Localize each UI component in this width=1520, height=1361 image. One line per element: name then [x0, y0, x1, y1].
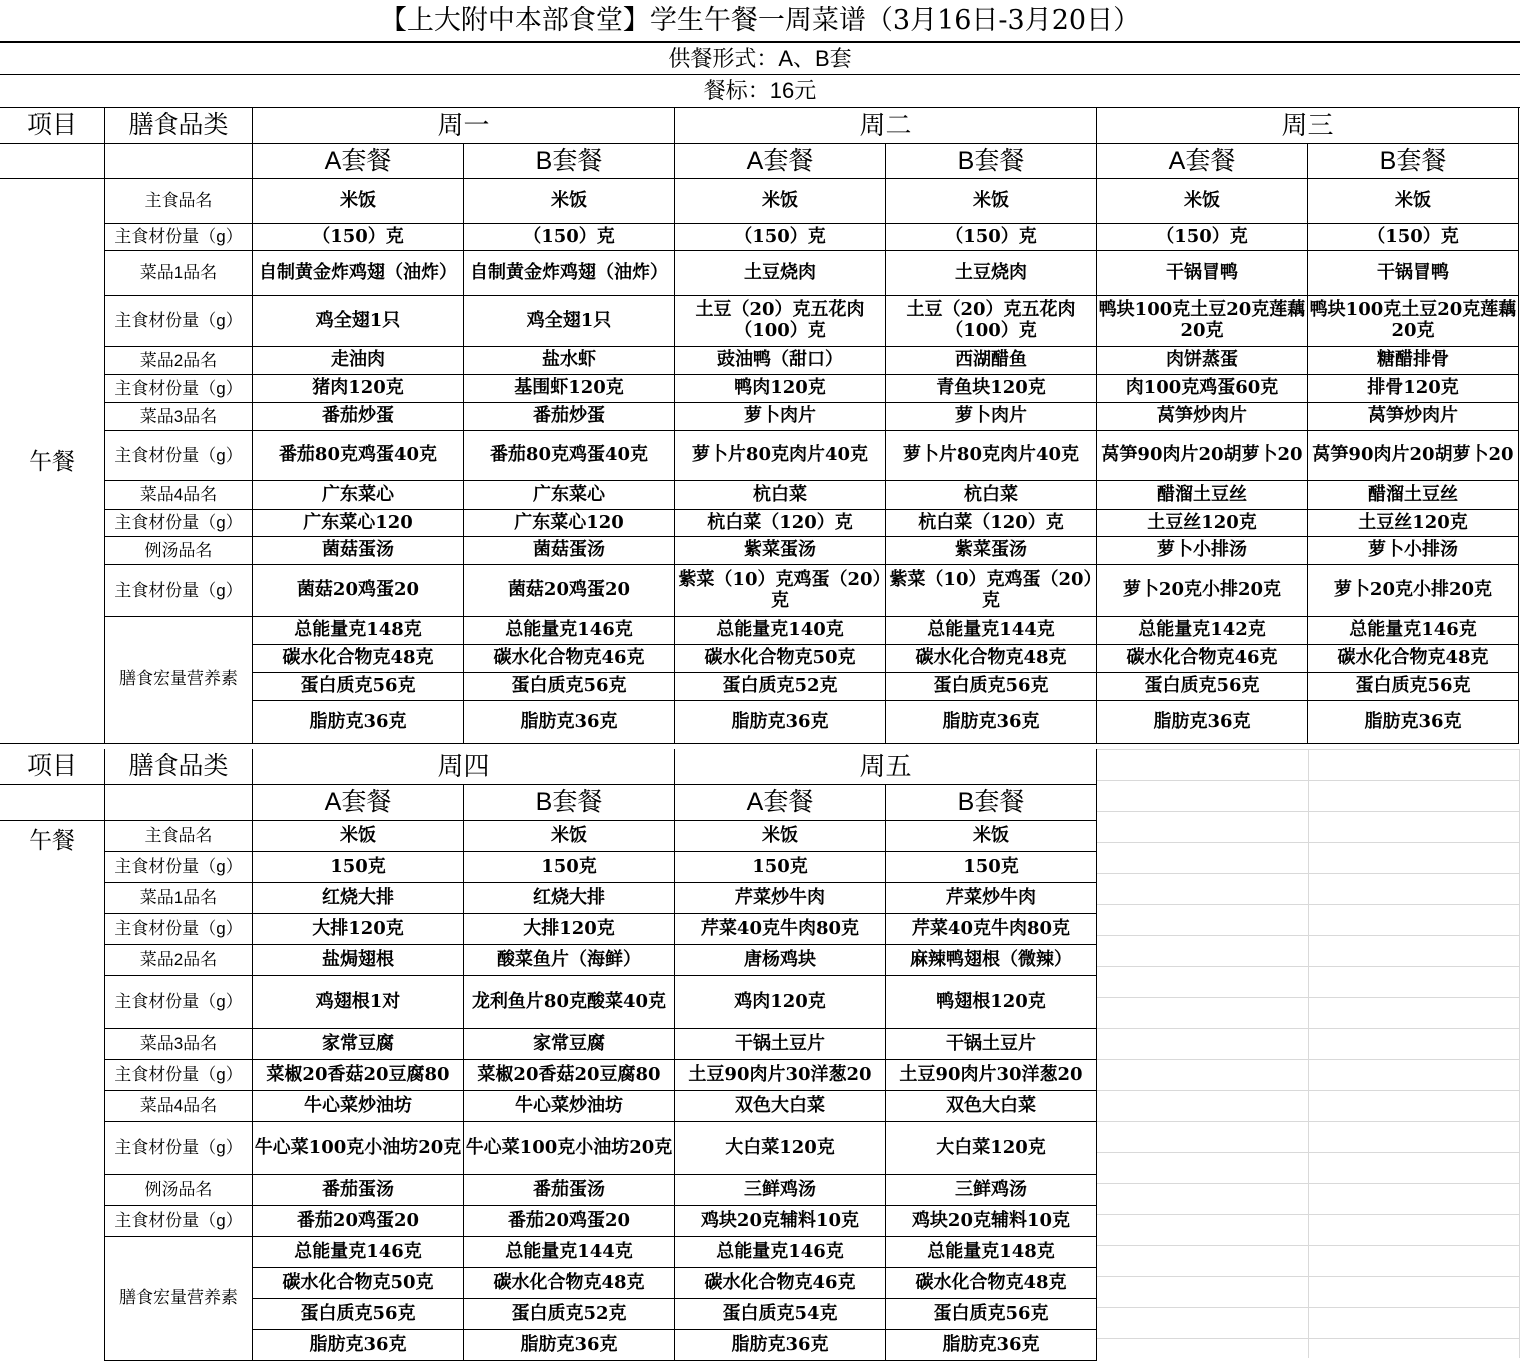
- row-label-soup-name: 例汤品名: [105, 537, 253, 565]
- menu-cell-protein: 蛋白质克56克: [464, 673, 675, 701]
- menu-cell-staple-name: 米饭: [1097, 179, 1308, 224]
- menu-cell-soup-amount: 萝卜20克小排20克: [1097, 565, 1308, 617]
- row-label-nutrition: 膳食宏量营养素: [105, 1237, 253, 1361]
- meal-label: 午餐: [0, 821, 105, 1361]
- menu-cell-dish2-name: 唐杨鸡块: [675, 945, 886, 976]
- menu-cell-dish4-amount: 土豆丝120克: [1097, 510, 1308, 537]
- menu-cell-staple-amount: （150）克: [675, 224, 886, 251]
- menu-cell-soup-name: 番茄蛋汤: [253, 1175, 464, 1206]
- menu-cell-dish1-amount: 鸭块100克土豆20克莲藕20克: [1097, 296, 1308, 347]
- menu-cell-dish4-name: 杭白菜: [675, 481, 886, 510]
- menu-cell-total-energy: 总能量克146克: [464, 617, 675, 645]
- row-label-dish4-amount: 主食材份量（g）: [105, 1122, 253, 1175]
- menu-cell-dish4-name: 双色大白菜: [886, 1091, 1097, 1122]
- row-label-dish2-name: 菜品2品名: [105, 945, 253, 976]
- menu-cell-dish4-amount: 广东菜心120: [464, 510, 675, 537]
- row-label-dish1-amount: 主食材份量（g）: [105, 914, 253, 945]
- menu-cell-dish3-name: 干锅土豆片: [675, 1029, 886, 1060]
- menu-cell-dish4-name: 醋溜土豆丝: [1097, 481, 1308, 510]
- menu-cell-dish2-amount: 猪肉120克: [253, 375, 464, 403]
- menu-cell-dish2-name: 糖醋排骨: [1308, 347, 1519, 375]
- menu-cell-dish3-amount: 萝卜片80克肉片40克: [675, 431, 886, 481]
- menu-cell-total-energy: 总能量克146克: [675, 1237, 886, 1268]
- day-header: 周四: [253, 749, 675, 785]
- menu-cell-dish2-amount: 青鱼块120克: [886, 375, 1097, 403]
- menu-cell-dish2-name: 盐焗翅根: [253, 945, 464, 976]
- menu-cell-dish3-name: 番茄炒蛋: [253, 403, 464, 431]
- row-label-dish4-name: 菜品4品名: [105, 1091, 253, 1122]
- menu-cell-dish1-amount: 鸡全翅1只: [464, 296, 675, 347]
- set-b-header: B套餐: [464, 144, 675, 179]
- row-label-dish2-name: 菜品2品名: [105, 347, 253, 375]
- menu-cell-dish2-name: 肉饼蒸蛋: [1097, 347, 1308, 375]
- menu-cell-protein: 蛋白质克56克: [253, 1299, 464, 1330]
- menu-cell-soup-amount: 番茄20鸡蛋20: [464, 1206, 675, 1237]
- menu-cell-staple-name: 米饭: [253, 179, 464, 224]
- row-label-soup-name: 例汤品名: [105, 1175, 253, 1206]
- menu-cell-protein: 蛋白质克56克: [1097, 673, 1308, 701]
- menu-cell-staple-name: 米饭: [675, 179, 886, 224]
- menu-cell-dish1-amount: 大排120克: [253, 914, 464, 945]
- menu-cell-dish3-amount: 土豆90肉片30洋葱20: [675, 1060, 886, 1091]
- menu-cell-dish3-name: 干锅土豆片: [886, 1029, 1097, 1060]
- meal-standard: 餐标：16元: [0, 75, 1520, 108]
- set-b-header: B套餐: [886, 144, 1097, 179]
- menu-cell-total-energy: 总能量克146克: [253, 1237, 464, 1268]
- menu-cell-dish4-name: 醋溜土豆丝: [1308, 481, 1519, 510]
- set-a-header: A套餐: [675, 785, 886, 821]
- menu-cell-dish2-amount: 肉100克鸡蛋60克: [1097, 375, 1308, 403]
- set-b-header: B套餐: [1308, 144, 1519, 179]
- set-a-header: A套餐: [253, 785, 464, 821]
- menu-cell-dish3-name: 家常豆腐: [253, 1029, 464, 1060]
- row-label-dish4-amount: 主食材份量（g）: [105, 510, 253, 537]
- menu-cell-staple-amount: （150）克: [1097, 224, 1308, 251]
- row-label-dish2-amount: 主食材份量（g）: [105, 976, 253, 1029]
- menu-cell-staple-name: 米饭: [1308, 179, 1519, 224]
- menu-cell-dish2-amount: 鸭翅根120克: [886, 976, 1097, 1029]
- menu-cell-dish4-amount: 大白菜120克: [886, 1122, 1097, 1175]
- menu-cell-soup-amount: 鸡块20克辅料10克: [886, 1206, 1097, 1237]
- menu-cell-fat: 脂肪克36克: [253, 1330, 464, 1361]
- menu-cell-dish1-name: 芹菜炒牛肉: [886, 883, 1097, 914]
- menu-cell-staple-amount: （150）克: [886, 224, 1097, 251]
- menu-cell-dish1-amount: 芹菜40克牛肉80克: [675, 914, 886, 945]
- menu-cell-staple-name: 米饭: [464, 821, 675, 852]
- menu-cell-protein: 蛋白质克56克: [886, 1299, 1097, 1330]
- menu-cell-staple-name: 米饭: [886, 821, 1097, 852]
- menu-cell-soup-amount: 鸡块20克辅料10克: [675, 1206, 886, 1237]
- header-blank: [105, 144, 253, 179]
- menu-cell-staple-amount: 150克: [886, 852, 1097, 883]
- menu-cell-dish4-amount: 广东菜心120: [253, 510, 464, 537]
- menu-cell-dish3-amount: 莴笋90肉片20胡萝卜20: [1097, 431, 1308, 481]
- menu-cell-staple-name: 米饭: [253, 821, 464, 852]
- header-blank: [105, 785, 253, 821]
- set-a-header: A套餐: [253, 144, 464, 179]
- set-a-header: A套餐: [675, 144, 886, 179]
- menu-cell-dish4-name: 杭白菜: [886, 481, 1097, 510]
- menu-cell-dish3-name: 莴笋炒肉片: [1097, 403, 1308, 431]
- menu-cell-soup-name: 紫菜蛋汤: [675, 537, 886, 565]
- row-label-dish3-amount: 主食材份量（g）: [105, 431, 253, 481]
- menu-cell-dish3-amount: 番茄80克鸡蛋40克: [253, 431, 464, 481]
- menu-cell-staple-amount: 150克: [253, 852, 464, 883]
- menu-cell-dish1-name: 土豆烧肉: [675, 251, 886, 296]
- service-format: 供餐形式：A、B套: [0, 43, 1520, 75]
- menu-cell-dish4-name: 广东菜心: [464, 481, 675, 510]
- row-label-nutrition: 膳食宏量营养素: [105, 617, 253, 744]
- menu-cell-protein: 蛋白质克56克: [1308, 673, 1519, 701]
- menu-cell-staple-name: 米饭: [675, 821, 886, 852]
- menu-cell-soup-amount: 萝卜20克小排20克: [1308, 565, 1519, 617]
- menu-cell-fat: 脂肪克36克: [1097, 701, 1308, 744]
- menu-cell-carbohydrate: 碳水化合物克46克: [1097, 645, 1308, 673]
- row-label-soup-amount: 主食材份量（g）: [105, 565, 253, 617]
- menu-cell-dish1-name: 红烧大排: [253, 883, 464, 914]
- header-category: 膳食品类: [105, 749, 253, 785]
- row-label-dish4-name: 菜品4品名: [105, 481, 253, 510]
- menu-cell-dish1-amount: 鸡全翅1只: [253, 296, 464, 347]
- menu-cell-dish4-amount: 牛心菜100克小油坊20克: [253, 1122, 464, 1175]
- menu-title: 【上大附中本部食堂】学生午餐一周菜谱（3月16日-3月20日）: [0, 0, 1520, 43]
- menu-cell-carbohydrate: 碳水化合物克48克: [464, 1268, 675, 1299]
- menu-cell-dish3-amount: 萝卜片80克肉片40克: [886, 431, 1097, 481]
- meal-label: 午餐: [0, 179, 105, 744]
- menu-cell-carbohydrate: 碳水化合物克48克: [1308, 645, 1519, 673]
- day-header: 周五: [675, 749, 1097, 785]
- menu-cell-staple-amount: 150克: [464, 852, 675, 883]
- menu-cell-dish2-amount: 鸭肉120克: [675, 375, 886, 403]
- menu-cell-dish3-amount: 菜椒20香菇20豆腐80: [253, 1060, 464, 1091]
- menu-cell-dish3-name: 萝卜肉片: [675, 403, 886, 431]
- menu-cell-carbohydrate: 碳水化合物克46克: [675, 1268, 886, 1299]
- menu-cell-dish3-amount: 菜椒20香菇20豆腐80: [464, 1060, 675, 1091]
- menu-cell-protein: 蛋白质克56克: [886, 673, 1097, 701]
- header-item: 项目: [0, 749, 105, 785]
- menu-cell-carbohydrate: 碳水化合物克50克: [253, 1268, 464, 1299]
- menu-cell-dish2-name: 盐水虾: [464, 347, 675, 375]
- menu-cell-fat: 脂肪克36克: [675, 1330, 886, 1361]
- menu-cell-dish1-name: 芹菜炒牛肉: [675, 883, 886, 914]
- menu-cell-total-energy: 总能量克146克: [1308, 617, 1519, 645]
- menu-cell-dish1-name: 干锅冒鸭: [1308, 251, 1519, 296]
- row-label-staple-amount: 主食材份量（g）: [105, 852, 253, 883]
- menu-cell-soup-name: 紫菜蛋汤: [886, 537, 1097, 565]
- menu-cell-carbohydrate: 碳水化合物克50克: [675, 645, 886, 673]
- menu-cell-soup-name: 萝卜小排汤: [1097, 537, 1308, 565]
- menu-cell-protein: 蛋白质克52克: [675, 673, 886, 701]
- row-label-soup-amount: 主食材份量（g）: [105, 1206, 253, 1237]
- menu-cell-soup-amount: 番茄20鸡蛋20: [253, 1206, 464, 1237]
- menu-cell-soup-amount: 菌菇20鸡蛋20: [253, 565, 464, 617]
- menu-cell-dish4-amount: 牛心菜100克小油坊20克: [464, 1122, 675, 1175]
- menu-cell-fat: 脂肪克36克: [675, 701, 886, 744]
- menu-cell-soup-amount: 菌菇20鸡蛋20: [464, 565, 675, 617]
- menu-cell-dish1-name: 自制黄金炸鸡翅（油炸）: [253, 251, 464, 296]
- set-a-header: A套餐: [1097, 144, 1308, 179]
- menu-cell-dish1-name: 自制黄金炸鸡翅（油炸）: [464, 251, 675, 296]
- row-label-dish1-amount: 主食材份量（g）: [105, 296, 253, 347]
- header-category: 膳食品类: [105, 108, 253, 144]
- menu-cell-soup-name: 三鲜鸡汤: [886, 1175, 1097, 1206]
- menu-cell-fat: 脂肪克36克: [464, 701, 675, 744]
- menu-cell-total-energy: 总能量克142克: [1097, 617, 1308, 645]
- row-label-staple-amount: 主食材份量（g）: [105, 224, 253, 251]
- menu-cell-dish1-amount: 土豆（20）克五花肉（100）克: [886, 296, 1097, 347]
- menu-cell-dish3-name: 莴笋炒肉片: [1308, 403, 1519, 431]
- menu-cell-dish4-name: 双色大白菜: [675, 1091, 886, 1122]
- menu-cell-total-energy: 总能量克140克: [675, 617, 886, 645]
- menu-cell-soup-name: 菌菇蛋汤: [253, 537, 464, 565]
- menu-cell-staple-amount: （150）克: [1308, 224, 1519, 251]
- menu-cell-dish4-name: 广东菜心: [253, 481, 464, 510]
- menu-cell-carbohydrate: 碳水化合物克48克: [253, 645, 464, 673]
- menu-cell-dish2-name: 西湖醋鱼: [886, 347, 1097, 375]
- menu-cell-dish2-name: 麻辣鸭翅根（微辣）: [886, 945, 1097, 976]
- row-label-dish3-name: 菜品3品名: [105, 1029, 253, 1060]
- menu-cell-staple-name: 米饭: [886, 179, 1097, 224]
- menu-cell-dish4-amount: 土豆丝120克: [1308, 510, 1519, 537]
- menu-cell-fat: 脂肪克36克: [464, 1330, 675, 1361]
- menu-cell-staple-amount: 150克: [675, 852, 886, 883]
- day-header: 周三: [1097, 108, 1519, 144]
- menu-cell-dish1-amount: 鸭块100克土豆20克莲藕20克: [1308, 296, 1519, 347]
- menu-cell-carbohydrate: 碳水化合物克48克: [886, 645, 1097, 673]
- menu-cell-protein: 蛋白质克52克: [464, 1299, 675, 1330]
- menu-cell-dish2-amount: 鸡肉120克: [675, 976, 886, 1029]
- menu-cell-total-energy: 总能量克144克: [886, 617, 1097, 645]
- menu-cell-dish1-amount: 芹菜40克牛肉80克: [886, 914, 1097, 945]
- header-blank: [0, 144, 105, 179]
- menu-cell-dish1-amount: 大排120克: [464, 914, 675, 945]
- menu-cell-staple-amount: （150）克: [253, 224, 464, 251]
- header-item: 项目: [0, 108, 105, 144]
- set-b-header: B套餐: [464, 785, 675, 821]
- row-label-dish1-name: 菜品1品名: [105, 883, 253, 914]
- row-label-dish2-amount: 主食材份量（g）: [105, 375, 253, 403]
- menu-cell-fat: 脂肪克36克: [1308, 701, 1519, 744]
- menu-cell-carbohydrate: 碳水化合物克48克: [886, 1268, 1097, 1299]
- menu-cell-dish4-name: 牛心菜炒油坊: [253, 1091, 464, 1122]
- menu-cell-protein: 蛋白质克56克: [253, 673, 464, 701]
- menu-cell-dish1-name: 红烧大排: [464, 883, 675, 914]
- header-blank: [0, 785, 105, 821]
- menu-cell-dish4-amount: 杭白菜（120）克: [886, 510, 1097, 537]
- menu-cell-soup-amount: 紫菜（10）克鸡蛋（20）克: [886, 565, 1097, 617]
- set-b-header: B套餐: [886, 785, 1097, 821]
- menu-cell-soup-name: 萝卜小排汤: [1308, 537, 1519, 565]
- menu-cell-fat: 脂肪克36克: [253, 701, 464, 744]
- menu-cell-dish3-name: 番茄炒蛋: [464, 403, 675, 431]
- menu-cell-total-energy: 总能量克144克: [464, 1237, 675, 1268]
- menu-cell-staple-amount: （150）克: [464, 224, 675, 251]
- row-label-staple-name: 主食品名: [105, 179, 253, 224]
- menu-cell-dish3-name: 家常豆腐: [464, 1029, 675, 1060]
- menu-cell-dish2-amount: 基围虾120克: [464, 375, 675, 403]
- menu-cell-dish1-name: 土豆烧肉: [886, 251, 1097, 296]
- row-label-dish3-name: 菜品3品名: [105, 403, 253, 431]
- menu-cell-dish2-amount: 排骨120克: [1308, 375, 1519, 403]
- row-label-dish3-amount: 主食材份量（g）: [105, 1060, 253, 1091]
- menu-cell-dish4-amount: 杭白菜（120）克: [675, 510, 886, 537]
- menu-cell-total-energy: 总能量克148克: [253, 617, 464, 645]
- menu-cell-staple-name: 米饭: [464, 179, 675, 224]
- menu-cell-dish1-amount: 土豆（20）克五花肉（100）克: [675, 296, 886, 347]
- menu-cell-dish2-amount: 鸡翅根1对: [253, 976, 464, 1029]
- menu-cell-dish3-amount: 番茄80克鸡蛋40克: [464, 431, 675, 481]
- menu-cell-protein: 蛋白质克54克: [675, 1299, 886, 1330]
- menu-cell-dish3-name: 萝卜肉片: [886, 403, 1097, 431]
- menu-cell-soup-amount: 紫菜（10）克鸡蛋（20）克: [675, 565, 886, 617]
- menu-cell-dish4-amount: 大白菜120克: [675, 1122, 886, 1175]
- menu-cell-dish2-name: 走油肉: [253, 347, 464, 375]
- day-header: 周一: [253, 108, 675, 144]
- menu-cell-soup-name: 三鲜鸡汤: [675, 1175, 886, 1206]
- menu-cell-dish1-name: 干锅冒鸭: [1097, 251, 1308, 296]
- menu-cell-dish2-amount: 龙利鱼片80克酸菜40克: [464, 976, 675, 1029]
- menu-cell-dish3-amount: 土豆90肉片30洋葱20: [886, 1060, 1097, 1091]
- menu-cell-carbohydrate: 碳水化合物克46克: [464, 645, 675, 673]
- menu-cell-fat: 脂肪克36克: [886, 701, 1097, 744]
- day-header: 周二: [675, 108, 1097, 144]
- menu-cell-dish2-name: 酸菜鱼片（海鲜）: [464, 945, 675, 976]
- menu-cell-total-energy: 总能量克148克: [886, 1237, 1097, 1268]
- menu-cell-dish4-name: 牛心菜炒油坊: [464, 1091, 675, 1122]
- menu-cell-soup-name: 菌菇蛋汤: [464, 537, 675, 565]
- menu-cell-soup-name: 番茄蛋汤: [464, 1175, 675, 1206]
- menu-cell-dish2-name: 豉油鸭（甜口）: [675, 347, 886, 375]
- menu-cell-fat: 脂肪克36克: [886, 1330, 1097, 1361]
- menu-cell-dish3-amount: 莴笋90肉片20胡萝卜20: [1308, 431, 1519, 481]
- row-label-dish1-name: 菜品1品名: [105, 251, 253, 296]
- row-label-staple-name: 主食品名: [105, 821, 253, 852]
